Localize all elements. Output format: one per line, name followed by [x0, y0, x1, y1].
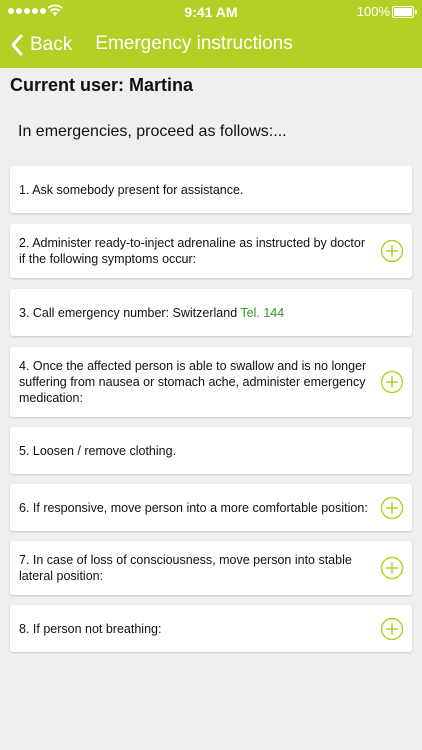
current-user-heading: Current user: Martina	[10, 75, 194, 95]
phone-link[interactable]: Tel. 144	[240, 305, 285, 320]
step-text: 5. Loosen / remove clothing.	[19, 443, 177, 458]
step-text-main: 3. Call emergency number: Switzerland	[19, 305, 238, 320]
expand-plus-icon[interactable]	[380, 617, 404, 641]
step-text	[19, 305, 389, 321]
page-title: Emergency instructions	[95, 33, 293, 54]
step-text: 7. In case of loss of consciousness, move person into stable lateral position:	[19, 553, 352, 583]
top-bar	[0, 0, 422, 68]
instructions-intro: In emergencies, proceed as follows:...	[18, 123, 287, 140]
step-card-5	[10, 427, 412, 474]
expand-plus-icon[interactable]	[380, 239, 404, 263]
status-bar	[0, 0, 422, 24]
step-card-1	[10, 166, 412, 213]
step-card-3	[10, 289, 412, 336]
step-card-7[interactable]	[10, 541, 412, 595]
status-time: 9:41 AM	[184, 4, 238, 20]
expand-plus-icon[interactable]	[380, 370, 404, 394]
step-card-2[interactable]	[10, 224, 412, 278]
expand-plus-icon[interactable]	[380, 556, 404, 580]
step-card-4[interactable]	[10, 347, 412, 417]
battery-percent: 100%	[356, 4, 390, 19]
step-text: 8. If person not breathing:	[19, 621, 162, 636]
step-card-8[interactable]	[10, 605, 412, 652]
step-card-6[interactable]	[10, 484, 412, 531]
back-label: Back	[30, 34, 73, 55]
step-text: 2. Administer ready-to-inject adrenaline as instructed by doctor if the following symptoms occur:	[19, 236, 366, 266]
navigation-bar	[0, 24, 422, 68]
battery-icon	[392, 6, 414, 18]
step-text: 6. If responsive, move person into a more comfortable position:	[19, 500, 368, 515]
step-text: 4. Once the affected person is able to swallow and is no longer suffering from nausea or stomach ache, administer emergency medication:	[19, 359, 367, 405]
expand-plus-icon[interactable]	[380, 496, 404, 520]
step-text: 1. Ask somebody present for assistance.	[19, 182, 244, 197]
